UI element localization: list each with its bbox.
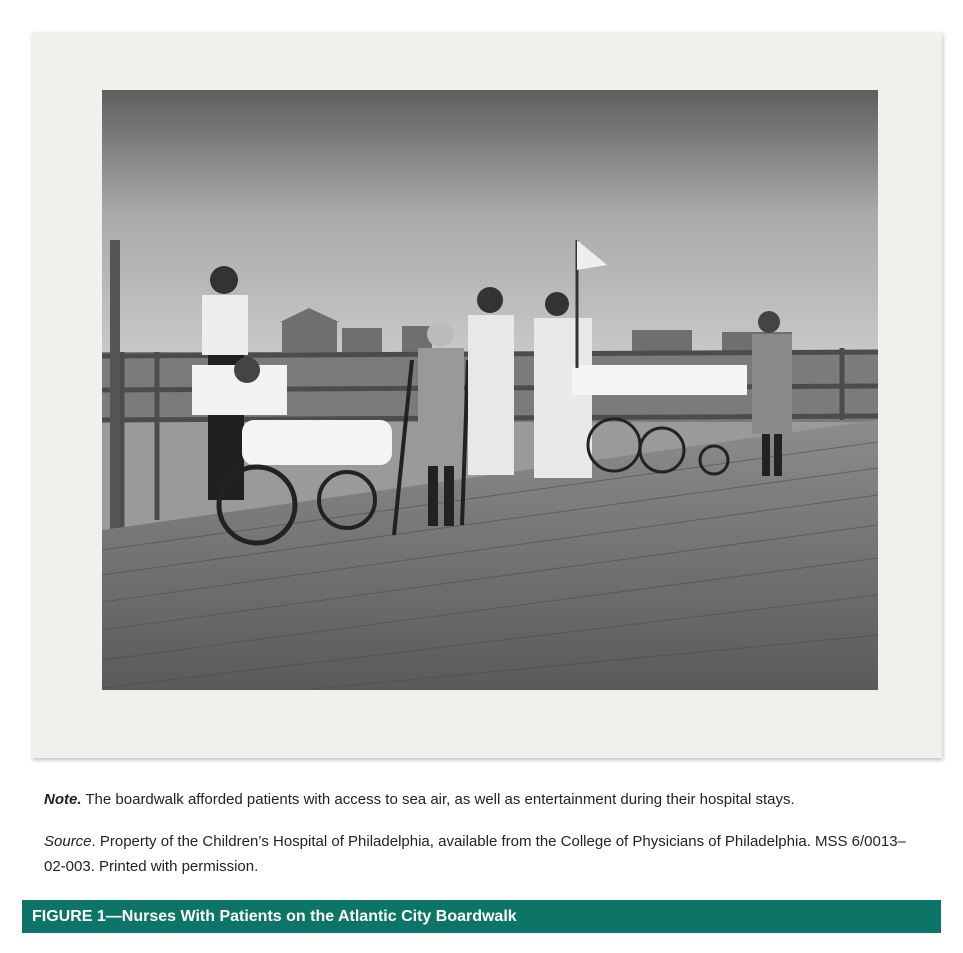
photo-mount bbox=[32, 32, 942, 758]
source-text: . Property of the Children’s Hospital of Philadelphia, available from the College of Physicians of Philadelphia. MSS 6/0013–02-003. Printed with permission. bbox=[44, 833, 906, 875]
note-lead: Note. bbox=[44, 791, 82, 808]
figure-title: FIGURE 1—Nurses With Patients on the Atlantic City Boardwalk bbox=[32, 908, 517, 925]
note-text: The boardwalk afforded patients with access to sea air, as well as entertainment during their hospital stays. bbox=[81, 791, 795, 808]
source-lead: Source bbox=[44, 833, 92, 850]
lamp-post bbox=[110, 240, 120, 530]
nurse-figure-centre bbox=[468, 287, 514, 475]
boardwalk-photo-illustration bbox=[102, 90, 878, 690]
historical-photograph bbox=[102, 90, 878, 690]
figure-title-bar bbox=[22, 900, 941, 933]
figure-source bbox=[44, 829, 914, 879]
figure-note bbox=[44, 787, 914, 812]
